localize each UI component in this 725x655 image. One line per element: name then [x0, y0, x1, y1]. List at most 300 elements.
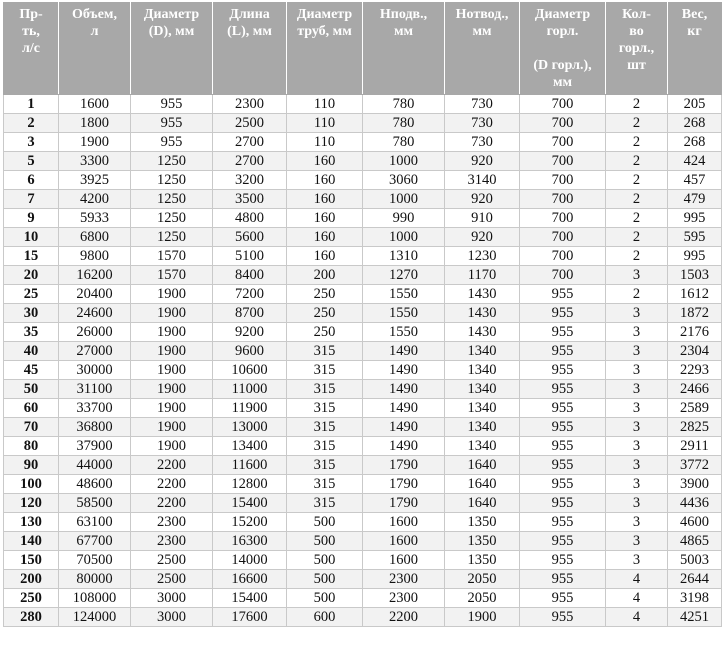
- header-line: Диаметр: [296, 7, 353, 22]
- header-cell-9: [668, 3, 722, 95]
- row-key-cell: 20: [4, 266, 59, 285]
- header-line: Вес,: [681, 7, 708, 22]
- table-cell: 3060: [363, 171, 445, 190]
- table-cell: 108000: [59, 589, 131, 608]
- table-cell: 595: [668, 228, 722, 247]
- table-cell: 3: [606, 437, 668, 456]
- table-cell: 3000: [131, 608, 213, 627]
- row-key-cell: 280: [4, 608, 59, 627]
- table-cell: 1490: [363, 418, 445, 437]
- table-cell: 1000: [363, 228, 445, 247]
- table-cell: 1600: [363, 513, 445, 532]
- table-cell: 44000: [59, 456, 131, 475]
- table-cell: 13400: [213, 437, 287, 456]
- table-cell: 2500: [213, 114, 287, 133]
- table-cell: 2300: [363, 570, 445, 589]
- table-cell: 3140: [445, 171, 520, 190]
- table-cell: 3: [606, 513, 668, 532]
- table-cell: 3: [606, 304, 668, 323]
- table-cell: 15400: [213, 494, 287, 513]
- table-cell: 1570: [131, 247, 213, 266]
- row-key-cell: 45: [4, 361, 59, 380]
- table-cell: 4800: [213, 209, 287, 228]
- table-cell: 1900: [131, 323, 213, 342]
- header-line: труб, мм: [297, 24, 352, 39]
- table-cell: 955: [520, 532, 606, 551]
- table-cell: 1790: [363, 475, 445, 494]
- table-cell: 315: [287, 418, 363, 437]
- table-cell: 1000: [363, 190, 445, 209]
- table-cell: 479: [668, 190, 722, 209]
- table-body: [4, 95, 722, 627]
- table-cell: 31100: [59, 380, 131, 399]
- table-cell: 700: [520, 152, 606, 171]
- table-cell: 955: [131, 95, 213, 114]
- table-cell: 67700: [59, 532, 131, 551]
- header-line: Объем,: [72, 7, 117, 22]
- table-cell: 1000: [363, 152, 445, 171]
- table-cell: 37900: [59, 437, 131, 456]
- row-key-cell: 50: [4, 380, 59, 399]
- table-cell: 955: [131, 133, 213, 152]
- table-cell: 4200: [59, 190, 131, 209]
- table-cell: 730: [445, 114, 520, 133]
- table-cell: 58500: [59, 494, 131, 513]
- table-cell: 110: [287, 133, 363, 152]
- table-cell: 205: [668, 95, 722, 114]
- table-cell: 3: [606, 380, 668, 399]
- table-cell: 1503: [668, 266, 722, 285]
- table-cell: 16300: [213, 532, 287, 551]
- row-key-cell: 70: [4, 418, 59, 437]
- table-cell: 10600: [213, 361, 287, 380]
- table-cell: 315: [287, 399, 363, 418]
- header-line: горл.,: [618, 41, 655, 56]
- table-row: [4, 304, 722, 323]
- table-cell: 2: [606, 285, 668, 304]
- table-cell: 7200: [213, 285, 287, 304]
- table-cell: 1350: [445, 532, 520, 551]
- table-cell: 11000: [213, 380, 287, 399]
- table-cell: 920: [445, 190, 520, 209]
- table-cell: 1230: [445, 247, 520, 266]
- table-cell: 36800: [59, 418, 131, 437]
- table-row: [4, 361, 722, 380]
- table-cell: 2500: [131, 570, 213, 589]
- table-cell: 315: [287, 342, 363, 361]
- table-cell: 2911: [668, 437, 722, 456]
- table-row: [4, 228, 722, 247]
- table-cell: 1270: [363, 266, 445, 285]
- table-cell: 4436: [668, 494, 722, 513]
- table-cell: 1430: [445, 285, 520, 304]
- table-row: [4, 247, 722, 266]
- table-cell: 110: [287, 95, 363, 114]
- table-cell: 1790: [363, 494, 445, 513]
- table-cell: 2466: [668, 380, 722, 399]
- table-cell: 1250: [131, 152, 213, 171]
- table-cell: 3300: [59, 152, 131, 171]
- table-cell: 955: [520, 437, 606, 456]
- table-row: [4, 114, 722, 133]
- table-cell: 16600: [213, 570, 287, 589]
- table-cell: 268: [668, 133, 722, 152]
- table-cell: 955: [520, 285, 606, 304]
- table-cell: 17600: [213, 608, 287, 627]
- table-cell: 1640: [445, 494, 520, 513]
- header-line: Диаметр: [143, 7, 200, 22]
- table-cell: 1900: [131, 437, 213, 456]
- table-cell: 11600: [213, 456, 287, 475]
- table-cell: 1900: [131, 361, 213, 380]
- table-cell: 955: [520, 608, 606, 627]
- table-cell: 160: [287, 171, 363, 190]
- table-cell: 2: [606, 190, 668, 209]
- table-cell: 955: [520, 323, 606, 342]
- table-row: [4, 437, 722, 456]
- header-line: шт: [627, 58, 646, 73]
- table-cell: 1340: [445, 380, 520, 399]
- table-row: [4, 133, 722, 152]
- row-key-cell: 150: [4, 551, 59, 570]
- row-key-cell: 10: [4, 228, 59, 247]
- table-cell: 500: [287, 570, 363, 589]
- table-row: [4, 608, 722, 627]
- table-cell: 3: [606, 532, 668, 551]
- table-cell: 955: [520, 399, 606, 418]
- table-cell: 3200: [213, 171, 287, 190]
- header-line: во: [629, 24, 644, 39]
- table-cell: 955: [520, 570, 606, 589]
- header-line: л: [90, 24, 99, 39]
- table-cell: 1250: [131, 171, 213, 190]
- table-cell: 2: [606, 95, 668, 114]
- table-row: [4, 532, 722, 551]
- table-cell: 700: [520, 247, 606, 266]
- table-cell: 1340: [445, 342, 520, 361]
- table-cell: 2: [606, 171, 668, 190]
- table-cell: 920: [445, 228, 520, 247]
- table-cell: 2304: [668, 342, 722, 361]
- table-cell: 2825: [668, 418, 722, 437]
- table-cell: 3000: [131, 589, 213, 608]
- table-cell: 700: [520, 133, 606, 152]
- table-cell: 48600: [59, 475, 131, 494]
- header-cell-4: [287, 3, 363, 95]
- table-cell: 1250: [131, 209, 213, 228]
- table-cell: 315: [287, 361, 363, 380]
- table-cell: 780: [363, 114, 445, 133]
- table-cell: 1900: [131, 399, 213, 418]
- table-cell: 2: [606, 152, 668, 171]
- table-cell: 3900: [668, 475, 722, 494]
- table-cell: 780: [363, 133, 445, 152]
- table-row: [4, 418, 722, 437]
- table-cell: 2293: [668, 361, 722, 380]
- header-cell-5: [363, 3, 445, 95]
- table-cell: 160: [287, 152, 363, 171]
- table-cell: 2050: [445, 589, 520, 608]
- table-cell: 1550: [363, 304, 445, 323]
- table-cell: 1310: [363, 247, 445, 266]
- row-key-cell: 200: [4, 570, 59, 589]
- table-cell: 5933: [59, 209, 131, 228]
- table-cell: 995: [668, 247, 722, 266]
- table-cell: 5003: [668, 551, 722, 570]
- table-cell: 2300: [213, 95, 287, 114]
- header-line: Диаметр: [534, 7, 591, 22]
- table-cell: 2200: [131, 456, 213, 475]
- table-cell: 1490: [363, 380, 445, 399]
- table-cell: 315: [287, 494, 363, 513]
- table-cell: 3198: [668, 589, 722, 608]
- table-cell: 63100: [59, 513, 131, 532]
- table-cell: 990: [363, 209, 445, 228]
- table-cell: 2500: [131, 551, 213, 570]
- table-cell: 15200: [213, 513, 287, 532]
- table-cell: 4600: [668, 513, 722, 532]
- header-line: кг: [687, 24, 702, 39]
- table-cell: 2: [606, 209, 668, 228]
- table-row: [4, 323, 722, 342]
- table-cell: 9800: [59, 247, 131, 266]
- table-cell: 6800: [59, 228, 131, 247]
- table-cell: 2200: [363, 608, 445, 627]
- table-cell: 3: [606, 399, 668, 418]
- table-row: [4, 190, 722, 209]
- table-cell: 9200: [213, 323, 287, 342]
- table-cell: 700: [520, 190, 606, 209]
- table-cell: 1800: [59, 114, 131, 133]
- table-cell: 1490: [363, 399, 445, 418]
- table-cell: 124000: [59, 608, 131, 627]
- table-row: [4, 95, 722, 114]
- row-key-cell: 120: [4, 494, 59, 513]
- table-cell: 1250: [131, 190, 213, 209]
- header-line: Кол-: [622, 7, 651, 22]
- table-cell: 700: [520, 95, 606, 114]
- table-cell: 1490: [363, 437, 445, 456]
- table-cell: 160: [287, 228, 363, 247]
- row-key-cell: 30: [4, 304, 59, 323]
- table-cell: 250: [287, 323, 363, 342]
- table-cell: 12800: [213, 475, 287, 494]
- table-row: [4, 494, 722, 513]
- table-cell: 250: [287, 285, 363, 304]
- table-cell: 3: [606, 494, 668, 513]
- table-row: [4, 342, 722, 361]
- table-cell: 8700: [213, 304, 287, 323]
- row-key-cell: 3: [4, 133, 59, 152]
- header-line: (D), мм: [148, 24, 195, 39]
- header-line: Пр-: [19, 7, 43, 22]
- table-cell: 500: [287, 513, 363, 532]
- row-key-cell: 140: [4, 532, 59, 551]
- table-row: [4, 475, 722, 494]
- table-cell: 268: [668, 114, 722, 133]
- table-cell: 27000: [59, 342, 131, 361]
- table-cell: 1900: [131, 304, 213, 323]
- table-cell: 955: [131, 114, 213, 133]
- row-key-cell: 7: [4, 190, 59, 209]
- header-line: Нотвод.,: [455, 7, 509, 22]
- table-cell: 700: [520, 228, 606, 247]
- table-cell: 457: [668, 171, 722, 190]
- table-cell: 3925: [59, 171, 131, 190]
- table-cell: 4251: [668, 608, 722, 627]
- header-line: л/с: [22, 41, 40, 56]
- row-key-cell: 15: [4, 247, 59, 266]
- table-cell: 315: [287, 456, 363, 475]
- table-cell: 70500: [59, 551, 131, 570]
- table-row: [4, 456, 722, 475]
- header-line: (L), мм: [227, 24, 272, 39]
- table-cell: 3: [606, 456, 668, 475]
- table-cell: 1550: [363, 285, 445, 304]
- table-row: [4, 171, 722, 190]
- table-cell: 1790: [363, 456, 445, 475]
- table-cell: 4865: [668, 532, 722, 551]
- row-key-cell: 25: [4, 285, 59, 304]
- table-cell: 1170: [445, 266, 520, 285]
- table-cell: 3772: [668, 456, 722, 475]
- table-row: [4, 551, 722, 570]
- header-cell-2: [131, 3, 213, 95]
- table-row: [4, 152, 722, 171]
- table-cell: 2: [606, 228, 668, 247]
- table-cell: 200: [287, 266, 363, 285]
- header-cell-0: [4, 3, 59, 95]
- table-cell: 30000: [59, 361, 131, 380]
- table-cell: 500: [287, 532, 363, 551]
- table-cell: 33700: [59, 399, 131, 418]
- table-cell: 1900: [131, 342, 213, 361]
- row-key-cell: 35: [4, 323, 59, 342]
- table-row: [4, 266, 722, 285]
- table-cell: 160: [287, 190, 363, 209]
- header-row: [4, 3, 722, 95]
- table-cell: 24600: [59, 304, 131, 323]
- table-cell: 1340: [445, 418, 520, 437]
- table-cell: 8400: [213, 266, 287, 285]
- table-cell: 2589: [668, 399, 722, 418]
- header-cell-1: [59, 3, 131, 95]
- table-cell: 2200: [131, 494, 213, 513]
- table-cell: 3: [606, 418, 668, 437]
- table-cell: 3: [606, 342, 668, 361]
- table-cell: 315: [287, 475, 363, 494]
- table-cell: 1900: [445, 608, 520, 627]
- table-cell: 9600: [213, 342, 287, 361]
- table-cell: 2644: [668, 570, 722, 589]
- table-cell: 1900: [131, 285, 213, 304]
- table-cell: 160: [287, 209, 363, 228]
- table-cell: 2300: [363, 589, 445, 608]
- table-cell: 1872: [668, 304, 722, 323]
- header-line: [521, 40, 604, 57]
- row-key-cell: 90: [4, 456, 59, 475]
- table-cell: 3: [606, 323, 668, 342]
- table-cell: 4: [606, 608, 668, 627]
- table-cell: 1490: [363, 361, 445, 380]
- table-cell: 1350: [445, 551, 520, 570]
- table-cell: 1600: [59, 95, 131, 114]
- table-cell: 910: [445, 209, 520, 228]
- header-line: мм: [472, 24, 492, 39]
- table-cell: 1640: [445, 456, 520, 475]
- table-cell: 2: [606, 114, 668, 133]
- table-cell: 315: [287, 437, 363, 456]
- table-cell: 1900: [131, 380, 213, 399]
- table-cell: 1900: [131, 418, 213, 437]
- table-cell: 110: [287, 114, 363, 133]
- table-cell: 500: [287, 551, 363, 570]
- table-row: [4, 570, 722, 589]
- table-cell: 955: [520, 513, 606, 532]
- table-cell: 5100: [213, 247, 287, 266]
- table-cell: 3: [606, 361, 668, 380]
- table-cell: 424: [668, 152, 722, 171]
- table-cell: 15400: [213, 589, 287, 608]
- table-cell: 780: [363, 95, 445, 114]
- table-cell: 2050: [445, 570, 520, 589]
- table-cell: 1490: [363, 342, 445, 361]
- table-cell: 700: [520, 114, 606, 133]
- table-cell: 250: [287, 304, 363, 323]
- header-line: Нподв.,: [379, 7, 428, 22]
- table-cell: 3: [606, 475, 668, 494]
- header-line: мм: [393, 24, 414, 39]
- table-cell: 1600: [363, 532, 445, 551]
- header-line: Длина: [229, 7, 270, 22]
- table-cell: 955: [520, 475, 606, 494]
- row-key-cell: 5: [4, 152, 59, 171]
- table-cell: 1612: [668, 285, 722, 304]
- header-line: (D горл.),: [533, 58, 592, 73]
- table-row: [4, 209, 722, 228]
- spec-table: [3, 2, 722, 627]
- table-cell: 955: [520, 494, 606, 513]
- table-cell: 4: [606, 570, 668, 589]
- table-cell: 1640: [445, 475, 520, 494]
- table-cell: 2300: [131, 513, 213, 532]
- table-cell: 700: [520, 171, 606, 190]
- header-line: ть,: [22, 24, 40, 39]
- row-key-cell: 9: [4, 209, 59, 228]
- table-cell: 500: [287, 589, 363, 608]
- row-key-cell: 2: [4, 114, 59, 133]
- row-key-cell: 1: [4, 95, 59, 114]
- table-cell: 1340: [445, 399, 520, 418]
- table-cell: 4: [606, 589, 668, 608]
- header-cell-3: [213, 3, 287, 95]
- table-cell: 1350: [445, 513, 520, 532]
- table-cell: 1430: [445, 323, 520, 342]
- table-cell: 955: [520, 304, 606, 323]
- table-cell: 1340: [445, 437, 520, 456]
- table-cell: 3: [606, 551, 668, 570]
- table-cell: 920: [445, 152, 520, 171]
- row-key-cell: 100: [4, 475, 59, 494]
- table-cell: 11900: [213, 399, 287, 418]
- table-cell: 995: [668, 209, 722, 228]
- table-cell: 955: [520, 342, 606, 361]
- table-cell: 955: [520, 589, 606, 608]
- table-cell: 3500: [213, 190, 287, 209]
- table-cell: 1430: [445, 304, 520, 323]
- table-cell: 700: [520, 209, 606, 228]
- table-cell: 80000: [59, 570, 131, 589]
